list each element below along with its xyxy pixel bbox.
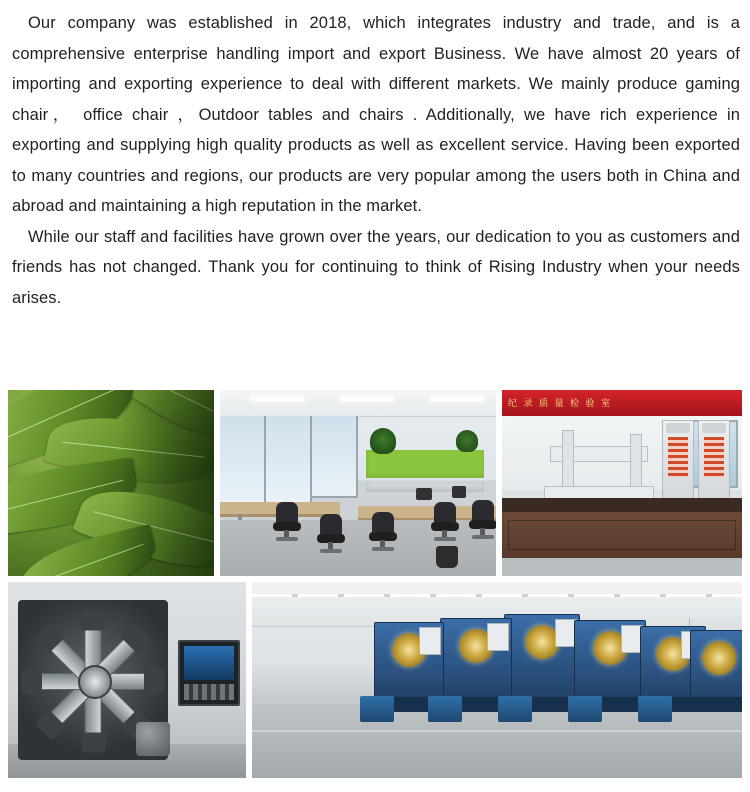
office-chair — [272, 502, 302, 542]
ceiling-light — [250, 396, 304, 401]
potted-plant — [370, 428, 396, 454]
lab-banner-text: 纪 录 质 量 检 验 室 — [508, 398, 613, 408]
office-window — [266, 416, 312, 504]
cnc-button-row — [184, 684, 234, 700]
coiling-head — [525, 625, 559, 659]
wire-drum — [136, 722, 170, 756]
photo-office — [220, 390, 496, 576]
paragraph-2: While our staff and facilities have grown over the years, our dedication to you as customers and friends has not changed. Thank you for continuing to think of Rising Industry when your needs arises. — [12, 227, 740, 307]
office-chair — [316, 514, 346, 554]
spring-machine — [690, 630, 742, 712]
cnc-spindle-hub — [78, 665, 112, 699]
parts-bin — [360, 696, 394, 722]
potted-plant — [456, 430, 478, 452]
monitor — [416, 488, 432, 500]
photo-leaves — [8, 390, 214, 576]
office-chair — [430, 502, 460, 542]
leaves-shadow — [119, 390, 214, 576]
office-window — [220, 416, 266, 504]
monitor — [452, 486, 466, 498]
waste-bin — [436, 546, 458, 568]
lab-bench-top — [502, 498, 742, 512]
company-description — [0, 0, 750, 313]
lab-cabinet — [502, 512, 742, 558]
spring-tester — [662, 420, 694, 500]
photo-gallery — [8, 390, 742, 778]
cnc-screen — [184, 646, 234, 680]
photo-inspection-lab — [502, 390, 742, 576]
office-ceiling — [220, 390, 496, 417]
machine-base — [691, 697, 742, 711]
coiling-head — [702, 641, 736, 675]
cnc-control-panel — [178, 640, 240, 706]
parts-bin — [498, 696, 532, 722]
ceiling-light — [340, 396, 394, 401]
machine-cabinet — [487, 623, 509, 651]
green-partition-panel — [366, 450, 484, 478]
parts-bin — [568, 696, 602, 722]
spring-tester — [698, 420, 730, 500]
lab-banner — [502, 390, 742, 416]
office-chair — [468, 500, 496, 540]
office-chair — [368, 512, 398, 552]
photo-factory-floor — [252, 582, 742, 778]
machine-cabinet — [419, 627, 441, 655]
paragraph-1: Our company was established in 2018, which integrates industry and trade, and is a comprehensive enterprise handling import and export Business. We have almost 20 years of importing and exporting experience to deal with different markets. We mainly produce gaming chair， office chair ，Outdoor tables and chairs . Additionally, we have rich experience in exporting and supplying high quality products as well as excellent service. Having been exported to many countries and regions, our products are very popular among the users both in China and abroad and maintaining a high reputation in the market. — [12, 14, 740, 215]
parts-bin — [428, 696, 462, 722]
gallery-row — [8, 582, 742, 778]
lab-floor — [502, 558, 742, 576]
parts-bin — [638, 696, 672, 722]
ceiling-light — [430, 396, 484, 401]
office-window — [312, 416, 358, 498]
gallery-row — [8, 390, 742, 576]
photo-cnc-spring-machine — [8, 582, 246, 778]
